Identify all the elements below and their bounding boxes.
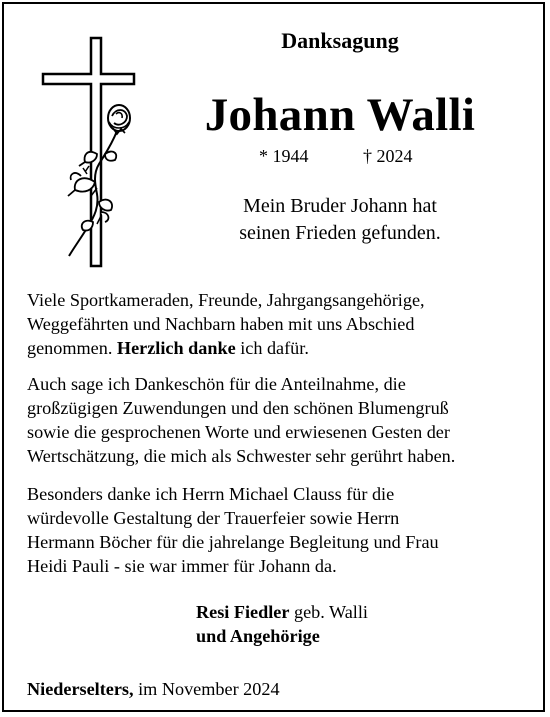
paragraph-line: Viele Sportkameraden, Freunde, Jahrgangsangehörige,: [27, 290, 425, 310]
death-year: † 2024: [363, 146, 413, 166]
cross-with-rose-icon: [35, 36, 145, 271]
paragraph-line: würdevolle Gestaltung der Trauerfeier sowie Herrn: [27, 508, 400, 528]
paragraph-line: Hermann Böcher für die jahrelange Begleitung und Frau: [27, 532, 439, 552]
signature: [196, 600, 368, 648]
paragraph-line: Besonders danke ich Herrn Michael Clauss für die: [27, 484, 395, 504]
signer-name: Resi Fiedler: [196, 602, 290, 622]
signer-maiden-name: geb. Walli: [289, 602, 368, 622]
text-segment: ich dafür.: [235, 338, 309, 358]
paragraph-line: Wertschätzung, die mich als Schwester sehr gerührt haben.: [27, 446, 456, 466]
signature-line: [196, 624, 368, 648]
paragraph-line: großzügigen Zuwendungen und den schönen Blumengruß: [27, 398, 449, 418]
birth-year: * 1944: [259, 146, 309, 166]
deceased-name: Johann Walli: [204, 89, 476, 141]
intro-text: [180, 193, 500, 247]
heading-danksagung: Danksagung: [281, 28, 399, 53]
paragraph-line: [27, 336, 527, 360]
bold-thanks: Herzlich danke: [116, 338, 236, 358]
text-segment: genommen.: [27, 338, 117, 358]
paragraph-line: Heidi Pauli - sie war immer für Johann da.: [27, 556, 337, 576]
place-and-date: [27, 679, 280, 700]
paragraph-line: Auch sage ich Dankeschön für die Anteilnahme, die: [27, 374, 406, 394]
relatives: und Angehörige: [196, 626, 320, 646]
intro-line: seinen Frieden gefunden.: [239, 222, 441, 244]
paragraph-line: sowie die gesprochenen Worte und erwiesenen Gesten der: [27, 422, 450, 442]
paragraph-line: Weggefährten und Nachbarn haben mit uns Abschied: [27, 314, 415, 334]
paragraph-special-thanks: [27, 482, 527, 578]
intro-line: Mein Bruder Johann hat: [243, 195, 437, 217]
town: Niederselters,: [27, 679, 134, 699]
signature-line: [196, 600, 368, 624]
date: im November 2024: [133, 679, 280, 699]
paragraph-condolences: [27, 372, 527, 468]
paragraph-thanks: [27, 288, 527, 360]
